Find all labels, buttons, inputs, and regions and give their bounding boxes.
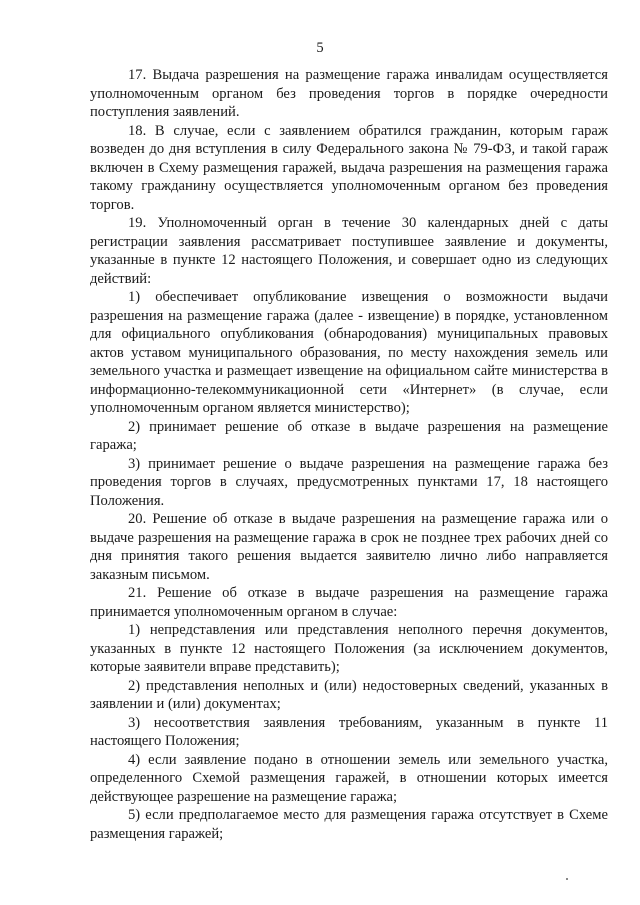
- paragraph-21-item-5: 5) если предполагаемое место для размещения гаража отсутствует в Схеме размещения гаражей;: [90, 807, 608, 842]
- paragraph-19-item-2: 2) принимает решение об отказе в выдаче разрешения на размещение гаража;: [90, 418, 608, 453]
- page-number: 5: [316, 40, 324, 56]
- paragraph-19-item-1: 1) обеспечивает опубликование извещения о возможности выдачи разрешения на размещение гаража (далее - извещение) в порядке, установленном для официального опубликования (обнародования) муниципальных правовых актов уставом муниципального образования, по месту нахождения земель или земельного участка и размещает извещение на официальном сайте министерства в информационно-телекоммуникационной сети «Интернет» (в случае, если уполномоченным органом является министерство);: [90, 289, 608, 416]
- paragraph-19: 19. Уполномоченный орган в течение 30 календарных дней с даты регистрации заявления рассматривает поступившее заявление и документы, указанные в пункте 12 настоящего Положения, и совершает одно из следующих действий:: [90, 215, 608, 287]
- paragraph-21-item-3: 3) несоответствия заявления требованиям, указанным в пункте 11 настоящего Положения;: [90, 714, 608, 749]
- paragraph-17: 17. Выдача разрешения на размещение гаража инвалидам осуществляется уполномоченным органом без проведения торгов в порядке очередности поступления заявлений.: [90, 67, 608, 120]
- paragraph-18: 18. В случае, если с заявлением обратился гражданин, которым гараж возведен до дня вступления в силу Федерального закона № 79-ФЗ, и такой гараж включен в Схему размещения гаражей, выдача разрешения на размещения гаража такому гражданину осуществляется уполномоченным органом без проведения торгов.: [90, 122, 608, 213]
- paragraph-21-item-4: 4) если заявление подано в отношении земель или земельного участка, определенного Схемой размещения гаражей, в отношении которых имеется действующее разрешение на размещение гаража;: [90, 751, 608, 805]
- paragraph-21-item-2: 2) представления неполных и (или) недостоверных сведений, указанных в заявлении и (или) документах;: [90, 677, 608, 712]
- paragraph-21: 21. Решение об отказе в выдаче разрешения на размещение гаража принимается уполномоченным органом в случае:: [90, 585, 608, 620]
- document-body: [90, 66, 608, 843]
- paragraph-19-item-3: 3) принимает решение о выдаче разрешения на размещение гаража без проведения торгов в случаях, предусмотренных пунктами 17, 18 настоящего Положения.: [90, 455, 608, 509]
- paragraph-20: 20. Решение об отказе в выдаче разрешения на размещение гаража или о выдаче разрешения на размещение гаража в срок не позднее трех рабочих дней со дня принятия такого решения выдается заявителю лично либо направляется заказным письмом.: [90, 511, 608, 583]
- scan-speck: [566, 878, 568, 880]
- paragraph-21-item-1: 1) непредставления или представления неполного перечня документов, указанных в пункте 12 настоящего Положения (за исключением документов, которые заявители вправе представить);: [90, 622, 608, 675]
